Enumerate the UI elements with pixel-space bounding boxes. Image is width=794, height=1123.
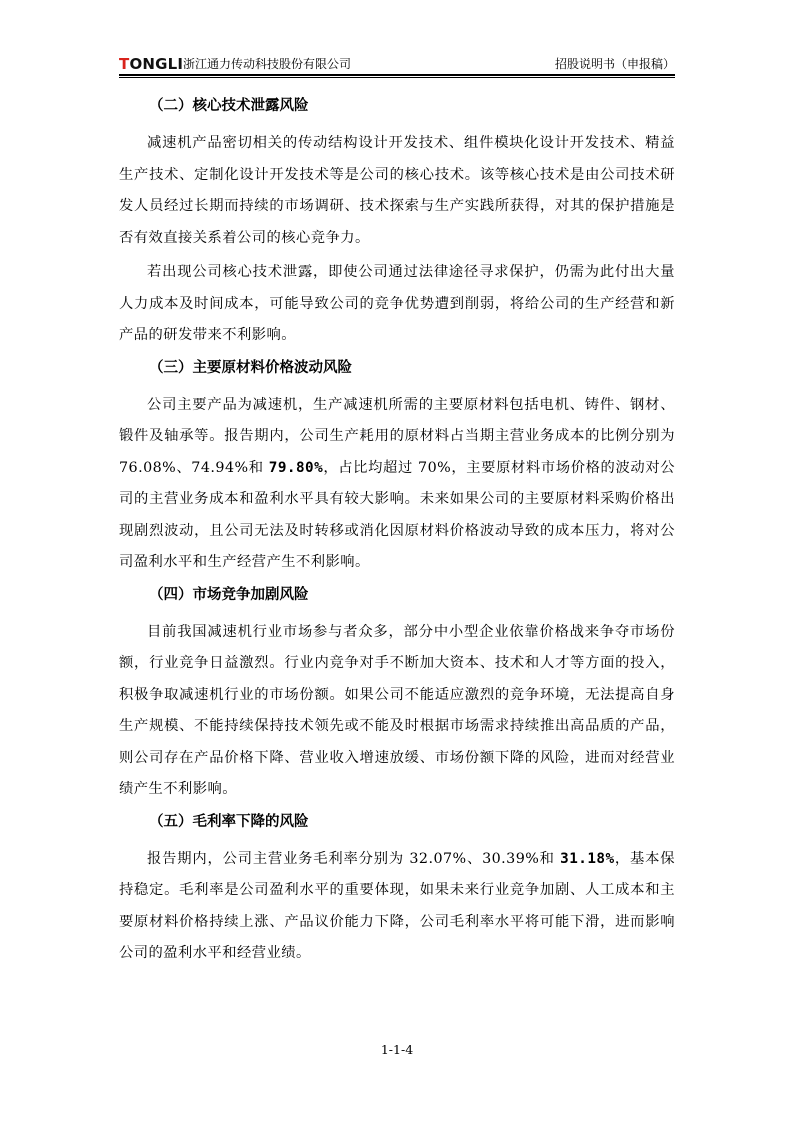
section-title-core-tech: （二）核心技术泄露风险 — [149, 98, 309, 114]
paragraph: 减速机产品密切相关的传动结构设计开发技术、组件模块化设计开发技术、精益生产技术、定制化设计开发技术等是公司的核心技术。该等核心技术是由公司技术研发人员经过长期而持续的市场调研、技术探索与生产实践所获得，对其的保护措施是否有效直接关系着公司的核心竞争力。 — [119, 135, 675, 246]
paragraph: 报告期内，公司主营业务毛利率分别为 32.07%、30.39%和 31.18%，基本保持稳定。毛利率是公司盈利水平的重要体现，如果未来行业竞争加剧、人工成本和主要原材料价格持续上涨、产品议价能力下降，公司毛利率水平将可能下滑，进而影响公司的盈利水平和经营业绩。 — [119, 850, 675, 961]
paragraph: 目前我国减速机行业市场参与者众多，部分中小型企业依靠价格战来争夺市场份额，行业竞争日益激烈。行业内竞争对手不断加大资本、技术和人才等方面的投入，积极争取减速机行业的市场份额。如果公司不能适应激烈的竞争环境，无法提高自身生产规模、不能持续保持技术领先或不能及时根据市场需求持续推出高品质的产品，则公司存在产品价格下降、营业收入增速放缓、市场份额下降的风险，进而对经营业绩产生不利影响。 — [119, 623, 675, 797]
tongli-logo: TONGLI — [119, 55, 184, 73]
paragraph: 若出现公司核心技术泄露，即使公司通过法律途径寻求保护，仍需为此付出大量人力成本及时间成本，可能导致公司的竞争优势遭到削弱，将给公司的生产经营和新产品的研发带来不利影响。 — [119, 264, 675, 343]
highlight-value: 31.18% — [560, 850, 615, 867]
page-number: 1-1-4 — [380, 1042, 414, 1057]
section-title-raw-material: （三）主要原材料价格波动风险 — [149, 359, 352, 376]
page-header — [119, 53, 675, 75]
header-rule-thin — [119, 77, 675, 78]
highlight-value: 79.80% — [268, 459, 324, 476]
document-body — [119, 96, 675, 973]
document-type: 招股说明书（申报稿） — [554, 57, 675, 71]
paragraph: 公司主要产品为减速机，生产减速机所需的主要原材料包括电机、铸件、钢材、锻件及轴承等。报告期内，公司生产耗用的原材料占当期主营业务成本的比例分别为 76.08%、74.94%和 79.80%，占比均超过 70%，主要原材料市场价格的波动对公司的主营业务成本和盈利水平具有较大影响。未来如果公司的主要原材料采购价格出现剧烈波动，且公司无法及时转移或消化因原材料价格波动导致的成本压力，将对公司盈利水平和生产经营产生不利影响。 — [119, 396, 675, 570]
header-rule-thick — [119, 74, 675, 76]
section-title-gross-margin: （五）毛利率下降的风险 — [149, 813, 309, 830]
section-title-competition: （四）市场竞争加剧风险 — [149, 586, 309, 603]
company-name: 浙江通力传动科技股份有限公司 — [183, 57, 352, 71]
